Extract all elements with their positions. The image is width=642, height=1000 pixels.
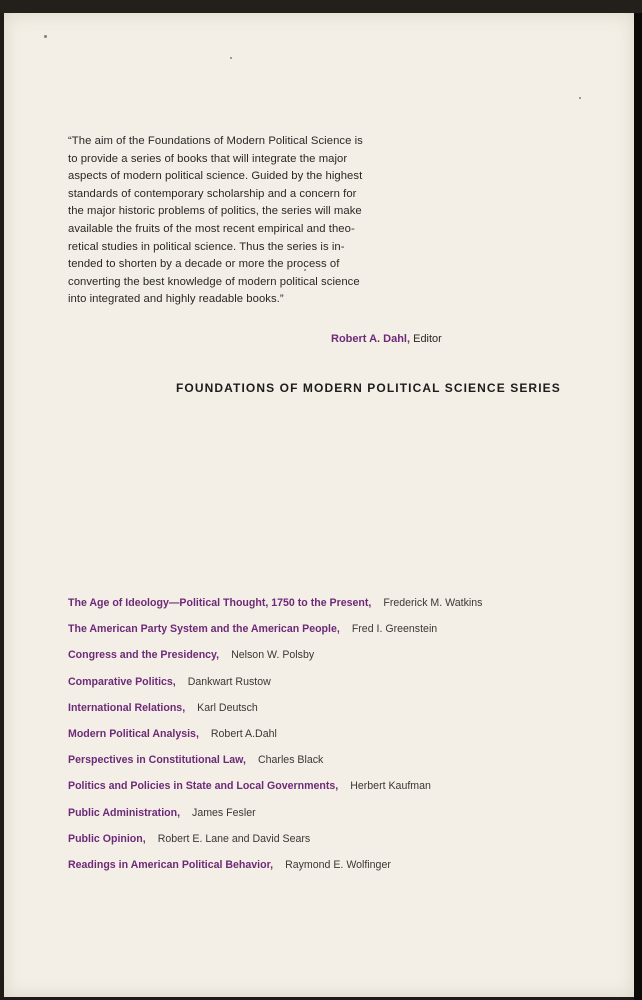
book-author: Dankwart Rustow: [187, 675, 271, 688]
quote-line: standards of contemporary scholarship and a concern for: [68, 187, 357, 200]
editor-role: Editor: [410, 333, 442, 345]
book-entry: [68, 675, 608, 701]
book-entry: [68, 779, 608, 805]
background-right-edge: [634, 13, 642, 1000]
book-author: James Fesler: [192, 806, 256, 819]
editor-attribution: [331, 333, 442, 345]
book-entry: [68, 806, 608, 832]
quote-line: converting the best knowledge of modern political science: [68, 275, 360, 288]
quote-line: to provide a series of books that will integrate the major: [68, 152, 348, 165]
book-entry: [68, 622, 608, 648]
book-author: Fred I. Greenstein: [351, 623, 438, 636]
quote-line: available the fruits of the most recent empirical and theo-: [68, 222, 355, 235]
book-title: Modern Political Analysis,: [68, 727, 199, 740]
book-author: Charles Black: [257, 754, 324, 767]
book-author: Raymond E. Wolfinger: [285, 858, 391, 871]
series-quote: [68, 133, 554, 309]
book-author: Karl Deutsch: [197, 701, 258, 714]
book-title: Comparative Politics,: [68, 675, 176, 688]
book-author: Robert E. Lane and David Sears: [157, 832, 311, 845]
book-title: Congress and the Presidency,: [68, 649, 220, 662]
series-title: FOUNDATIONS OF MODERN POLITICAL SCIENCE SERIES: [176, 381, 561, 395]
quote-line: into integrated and highly readable books.”: [68, 293, 284, 306]
book-author: Frederick M. Watkins: [383, 597, 483, 609]
editor-name: Robert A. Dahl,: [331, 333, 411, 345]
quote-line: retical studies in political science. Thus the series is in-: [68, 240, 345, 253]
book-list: [68, 596, 608, 884]
book-entry: [68, 858, 608, 884]
paper-speck: [230, 57, 232, 59]
book-entry: [68, 727, 608, 753]
book-title: Perspectives in Constitutional Law,: [68, 754, 246, 767]
book-title: The Age of Ideology—Political Thought, 1750 to the Present,: [68, 597, 372, 609]
book-entry: [68, 832, 608, 858]
quote-line: aspects of modern political science. Guided by the highest: [68, 170, 363, 183]
book-author: Nelson W. Polsby: [231, 649, 315, 662]
book-entry: [68, 701, 608, 727]
book-title: The American Party System and the American People,: [68, 623, 340, 636]
book-title: Public Administration,: [68, 806, 181, 819]
quote-line: the major historic problems of politics, the series will make: [68, 205, 362, 218]
quote-line: tended to shorten by a decade or more the process of: [68, 258, 340, 271]
book-title: Politics and Policies in State and Local Governments,: [68, 780, 339, 793]
book-entry: [68, 648, 608, 674]
quote-line: “The aim of the Foundations of Modern Political Science is: [68, 135, 363, 147]
book-author: Robert A.Dahl: [210, 727, 277, 740]
book-author: Herbert Kaufman: [350, 780, 431, 793]
book-title: Readings in American Political Behavior,: [68, 858, 274, 871]
book-entry: [68, 596, 608, 622]
background-top-edge: [0, 0, 642, 13]
paper-speck: [579, 97, 581, 99]
book-entry: [68, 753, 608, 779]
paper-speck: [44, 35, 47, 38]
book-title: International Relations,: [68, 701, 186, 714]
book-title: Public Opinion,: [68, 832, 146, 845]
